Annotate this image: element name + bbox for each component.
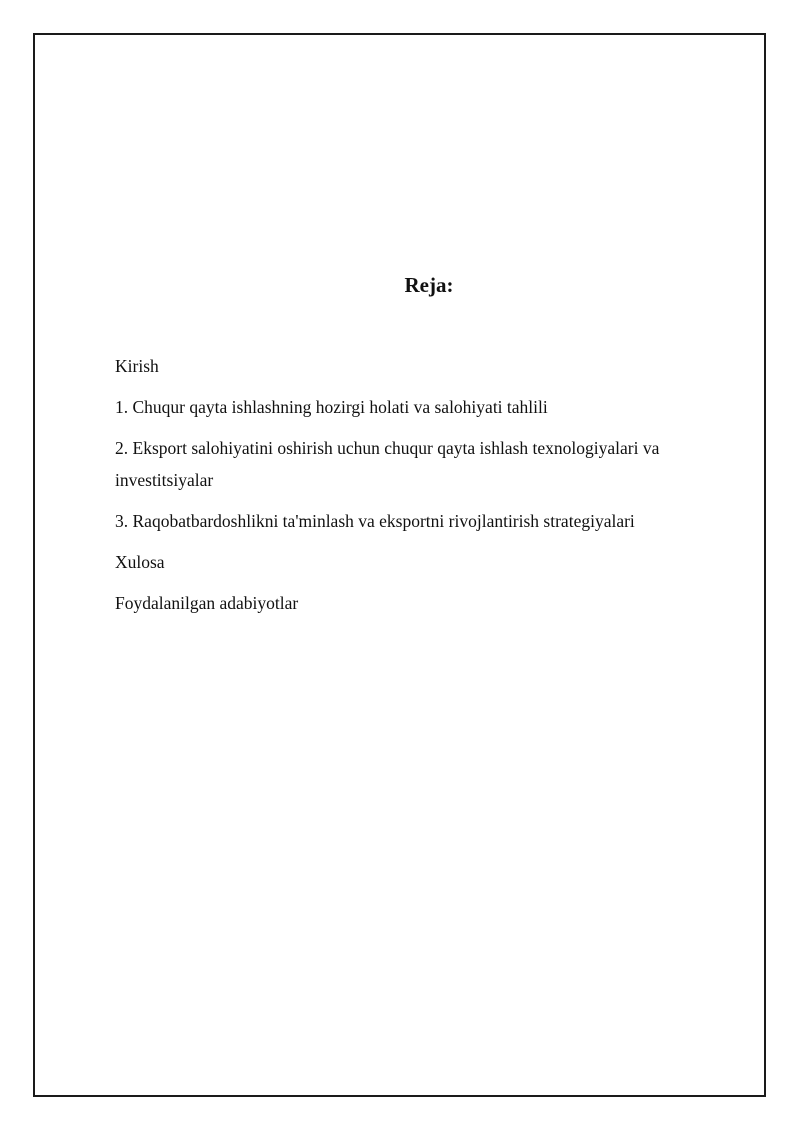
toc-item-chapter-3: 3. Raqobatbardoshlikni ta'minlash va eksportni rivojlantirish strategiyalari xyxy=(115,511,635,531)
toc-item-introduction: Kirish xyxy=(115,356,159,376)
toc-item-chapter-2: 2. Eksport salohiyatini oshirish uchun chuqur qayta ishlash texnologiyalari va investitsiyalar xyxy=(115,438,660,490)
toc-item-references: Foydalanilgan adabiyotlar xyxy=(115,593,299,613)
toc-item-chapter-1: 1. Chuqur qayta ishlashning hozirgi holati va salohiyati tahlili xyxy=(115,397,548,417)
toc-item-conclusion: Xulosa xyxy=(115,552,165,572)
table-of-contents xyxy=(115,350,715,628)
document-title: Reja: xyxy=(404,273,454,297)
